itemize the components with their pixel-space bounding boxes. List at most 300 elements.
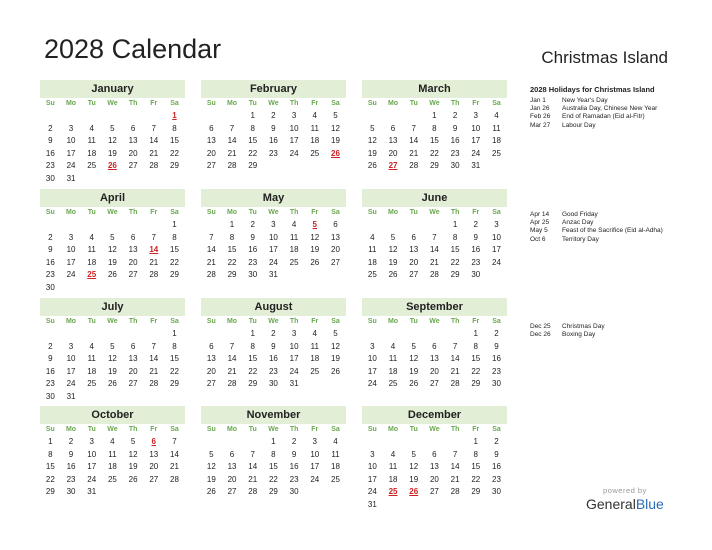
day-cell: 22	[227, 257, 237, 267]
holiday-day-cell: 1	[172, 111, 177, 120]
day-cell: 17	[268, 245, 278, 254]
empty-cell	[445, 436, 466, 449]
day-cell: 4	[390, 449, 396, 459]
holiday-date: Feb 26	[530, 113, 551, 121]
weekday-label: Su	[367, 209, 377, 216]
day-cell: 22	[429, 148, 439, 158]
day-cell: 14	[450, 354, 460, 363]
holiday-row	[530, 323, 605, 331]
day-cell: 23	[248, 257, 258, 267]
day-cell: 23	[492, 366, 501, 376]
day-cell: 8	[172, 232, 177, 242]
day-cell: 16	[45, 366, 55, 376]
day-cell: 6	[130, 232, 136, 242]
day-cell: 5	[333, 111, 338, 120]
day-cell: 6	[333, 220, 338, 229]
page-title: 2028 Calendar	[44, 34, 222, 64]
holiday-group-q2	[530, 211, 663, 244]
weekday-label: Tu	[87, 318, 96, 325]
weekday-label: Mo	[65, 426, 77, 433]
weekday-label: Mo	[65, 318, 77, 325]
weekday-label: Su	[206, 426, 216, 433]
day-cell: 26	[409, 379, 419, 388]
day-cell: 7	[452, 449, 458, 459]
day-cell: 23	[492, 474, 501, 484]
day-cell: 7	[411, 123, 416, 133]
weekday-label: Mo	[65, 100, 77, 107]
day-cell: 3	[68, 341, 74, 351]
empty-cell	[362, 436, 383, 449]
day-cell: 8	[452, 232, 458, 242]
holiday-date: Apr 14	[530, 211, 550, 218]
day-cell: 12	[107, 354, 117, 363]
day-cell: 14	[450, 462, 460, 471]
month-header: January	[40, 80, 185, 98]
day-cell: 1	[452, 220, 458, 229]
day-cell: 18	[87, 257, 97, 267]
weekday-label: We	[107, 100, 118, 107]
day-cell: 21	[149, 257, 159, 267]
day-cell: 15	[268, 462, 278, 471]
day-cell: 14	[149, 136, 159, 145]
month-june	[362, 189, 507, 282]
month-march	[362, 80, 507, 173]
day-cell: 22	[268, 474, 278, 484]
day-cell: 18	[388, 366, 398, 376]
day-cell: 13	[331, 232, 340, 242]
day-cell: 26	[331, 366, 340, 376]
weekday-label: We	[268, 209, 279, 216]
weekday-label: Su	[206, 100, 216, 107]
day-cell: 1	[172, 329, 177, 338]
holiday-name: Feast of the Sacrifice (Eid al-Adha)	[562, 227, 663, 235]
day-cell: 30	[289, 487, 299, 496]
weekday-label: Mo	[226, 426, 238, 433]
weekday-label: We	[429, 100, 440, 107]
day-cell: 26	[367, 161, 377, 170]
day-cell: 29	[248, 161, 258, 170]
holiday-name: Boxing Day	[562, 331, 596, 339]
month-may	[201, 189, 346, 282]
day-cell: 5	[411, 449, 416, 459]
day-cell: 28	[450, 379, 460, 388]
empty-cell	[123, 219, 144, 232]
day-cell: 29	[45, 487, 55, 496]
month-header: July	[40, 298, 185, 316]
holiday-list	[530, 85, 657, 130]
holiday-date: Jan 26	[530, 105, 550, 113]
day-cell: 5	[370, 123, 375, 133]
weekday-label: Fr	[311, 426, 319, 433]
day-cell: 24	[66, 270, 76, 279]
weekday-label: We	[268, 318, 279, 325]
holiday-row	[530, 97, 657, 105]
day-cell: 20	[128, 257, 138, 267]
day-cell: 27	[227, 487, 237, 496]
empty-cell	[424, 219, 445, 232]
empty-cell	[123, 328, 144, 341]
day-cell: 23	[289, 474, 299, 484]
empty-cell	[81, 328, 102, 341]
day-cell: 28	[248, 487, 258, 496]
day-cell: 30	[45, 391, 55, 401]
day-cell: 8	[172, 123, 177, 133]
day-cell: 28	[149, 270, 159, 279]
weekday-label: Su	[206, 318, 216, 325]
weekday-label: Tu	[409, 318, 418, 325]
month-grid	[201, 316, 346, 391]
weekday-label: Fr	[150, 209, 158, 216]
month-header: March	[362, 80, 507, 98]
day-cell: 14	[227, 354, 237, 363]
day-cell: 21	[206, 257, 216, 267]
day-cell: 9	[250, 232, 255, 242]
day-cell: 27	[206, 379, 216, 388]
weekday-label: Mo	[387, 100, 399, 107]
weekday-label: Su	[367, 100, 377, 107]
weekday-label: Mo	[387, 209, 399, 216]
day-cell: 1	[473, 329, 478, 338]
empty-cell	[201, 328, 222, 341]
day-cell: 8	[48, 449, 53, 459]
day-cell: 25	[367, 270, 377, 279]
empty-cell	[201, 436, 222, 449]
day-cell: 20	[149, 462, 159, 471]
day-cell: 20	[206, 366, 216, 376]
day-cell: 15	[429, 136, 439, 145]
empty-cell	[403, 328, 424, 341]
day-cell: 3	[312, 437, 317, 446]
holiday-name: Good Friday	[562, 211, 598, 218]
day-cell: 11	[289, 232, 299, 242]
day-cell: 1	[250, 111, 255, 120]
day-cell: 29	[170, 161, 179, 170]
month-september	[362, 298, 507, 391]
month-august	[201, 298, 346, 391]
day-cell: 11	[368, 245, 377, 254]
day-cell: 18	[87, 148, 97, 158]
weekday-label: Tu	[409, 426, 418, 433]
day-cell: 27	[128, 270, 138, 279]
weekday-label: Sa	[331, 426, 340, 433]
weekday-label: Mo	[226, 318, 238, 325]
weekday-label: Sa	[492, 209, 501, 216]
empty-cell	[403, 436, 424, 449]
day-cell: 25	[492, 148, 501, 158]
empty-cell	[424, 436, 445, 449]
day-cell: 24	[310, 474, 320, 484]
day-cell: 21	[227, 366, 237, 376]
day-cell: 19	[107, 148, 117, 158]
day-cell: 28	[227, 161, 237, 170]
holiday-date: Apr 25	[530, 219, 550, 227]
day-cell: 23	[45, 379, 55, 388]
holiday-day-cell: 26	[107, 161, 117, 170]
day-cell: 22	[248, 148, 258, 158]
holiday-name: Christmas Day	[562, 323, 605, 330]
day-cell: 5	[130, 437, 136, 446]
weekday-label: We	[107, 209, 118, 216]
day-cell: 11	[331, 449, 340, 459]
holiday-day-cell: 25	[87, 270, 97, 279]
day-cell: 17	[492, 245, 501, 254]
day-cell: 1	[473, 437, 478, 446]
day-cell: 7	[151, 341, 156, 351]
day-cell: 6	[390, 123, 396, 133]
day-cell: 19	[128, 462, 138, 471]
day-cell: 14	[149, 354, 159, 363]
day-cell: 20	[429, 366, 439, 376]
day-cell: 6	[209, 123, 214, 133]
day-cell: 16	[289, 462, 299, 471]
day-cell: 22	[45, 474, 55, 484]
day-cell: 19	[107, 366, 117, 376]
day-cell: 19	[206, 474, 216, 484]
day-cell: 6	[130, 341, 136, 351]
day-cell: 29	[248, 379, 258, 388]
day-cell: 20	[128, 148, 138, 158]
day-cell: 15	[248, 354, 258, 363]
weekday-label: We	[429, 209, 440, 216]
day-cell: 25	[289, 257, 299, 267]
day-cell: 16	[248, 245, 258, 254]
day-cell: 24	[289, 366, 299, 376]
month-february	[201, 80, 346, 173]
day-cell: 2	[452, 111, 458, 120]
weekday-label: We	[268, 100, 279, 107]
day-cell: 3	[473, 111, 478, 120]
weekday-label: Sa	[170, 100, 179, 107]
day-cell: 11	[492, 123, 501, 133]
day-cell: 14	[206, 245, 216, 254]
month-january	[40, 80, 185, 185]
weekday-label: Th	[289, 426, 299, 433]
day-cell: 12	[331, 341, 340, 351]
day-cell: 11	[310, 341, 319, 351]
day-cell: 21	[149, 148, 159, 158]
day-cell: 2	[291, 437, 297, 446]
holiday-day-cell: 6	[151, 437, 156, 446]
day-cell: 3	[494, 220, 499, 229]
weekday-label: Su	[45, 318, 55, 325]
day-cell: 7	[452, 341, 458, 351]
weekday-label: Fr	[150, 100, 158, 107]
day-cell: 5	[110, 341, 115, 351]
weekday-label: Su	[45, 426, 55, 433]
day-cell: 4	[370, 232, 375, 242]
month-header: October	[40, 406, 185, 424]
day-cell: 15	[248, 136, 258, 145]
day-cell: 31	[367, 499, 377, 509]
holiday-day-cell: 25	[388, 487, 398, 496]
day-cell: 21	[227, 148, 237, 158]
day-cell: 12	[128, 449, 138, 459]
day-cell: 16	[471, 245, 481, 254]
day-cell: 19	[388, 257, 398, 267]
day-cell: 23	[66, 474, 76, 484]
weekday-label: Fr	[472, 209, 480, 216]
holiday-day-cell: 14	[149, 245, 159, 254]
holiday-day-cell: 27	[388, 161, 398, 170]
day-cell: 14	[409, 136, 419, 145]
empty-cell	[383, 110, 404, 123]
day-cell: 17	[310, 462, 320, 471]
day-cell: 31	[87, 487, 97, 496]
day-cell: 16	[492, 462, 501, 471]
month-grid	[40, 316, 185, 403]
day-cell: 26	[310, 257, 320, 267]
day-cell: 8	[473, 449, 478, 459]
holiday-name: New Year's Day	[562, 97, 608, 104]
day-cell: 11	[388, 354, 398, 363]
day-cell: 29	[450, 270, 460, 279]
month-header: September	[362, 298, 507, 316]
day-cell: 15	[170, 136, 179, 145]
day-cell: 21	[450, 474, 460, 484]
day-cell: 31	[289, 379, 299, 388]
weekday-label: Tu	[409, 100, 418, 107]
brand-name-blue: Blue	[635, 496, 664, 512]
holiday-group-q4	[530, 323, 605, 339]
day-cell: 3	[370, 449, 375, 459]
day-cell: 7	[229, 341, 235, 351]
day-cell: 11	[87, 136, 96, 145]
day-cell: 5	[390, 232, 396, 242]
empty-cell	[362, 328, 383, 341]
day-cell: 14	[429, 245, 439, 254]
day-cell: 8	[229, 232, 235, 242]
holiday-date: Dec 26	[530, 331, 551, 339]
day-cell: 13	[206, 354, 216, 363]
day-cell: 25	[87, 161, 97, 170]
day-cell: 23	[45, 270, 55, 279]
day-cell: 10	[66, 354, 76, 363]
day-cell: 26	[128, 474, 138, 484]
day-cell: 17	[66, 366, 76, 376]
day-cell: 3	[68, 123, 74, 133]
day-cell: 9	[494, 341, 499, 351]
day-cell: 25	[388, 379, 398, 388]
day-cell: 26	[107, 270, 117, 279]
weekday-label: Th	[289, 209, 299, 216]
month-october	[40, 406, 185, 499]
empty-cell	[102, 110, 123, 123]
weekday-label: Mo	[226, 100, 238, 107]
weekday-label: We	[107, 426, 118, 433]
day-cell: 16	[268, 354, 278, 363]
empty-cell	[201, 219, 222, 232]
empty-cell	[40, 219, 61, 232]
day-cell: 11	[87, 245, 96, 254]
day-cell: 16	[45, 148, 55, 158]
day-cell: 24	[66, 161, 76, 170]
weekday-label: Th	[289, 100, 299, 107]
day-cell: 25	[310, 148, 320, 158]
day-cell: 17	[66, 257, 76, 267]
day-cell: 9	[271, 341, 276, 351]
day-cell: 3	[271, 220, 276, 229]
weekday-label: Sa	[170, 318, 179, 325]
day-cell: 2	[271, 329, 276, 338]
day-cell: 29	[471, 487, 481, 496]
day-cell: 2	[271, 111, 276, 120]
day-cell: 2	[473, 220, 478, 229]
day-cell: 12	[331, 123, 340, 133]
day-cell: 4	[333, 437, 338, 446]
day-cell: 29	[170, 379, 179, 388]
day-cell: 8	[172, 341, 177, 351]
day-cell: 29	[170, 270, 179, 279]
day-cell: 21	[409, 148, 419, 158]
day-cell: 22	[170, 366, 179, 376]
day-cell: 28	[149, 161, 159, 170]
day-cell: 28	[409, 161, 419, 170]
weekday-label: Mo	[387, 426, 399, 433]
day-cell: 17	[471, 136, 481, 145]
weekday-label: Sa	[492, 426, 501, 433]
day-cell: 10	[87, 449, 97, 459]
day-cell: 4	[89, 232, 94, 242]
day-cell: 20	[206, 148, 216, 158]
day-cell: 6	[229, 449, 235, 459]
weekday-label: We	[429, 318, 440, 325]
day-cell: 26	[388, 270, 398, 279]
day-cell: 19	[331, 136, 340, 145]
holiday-row	[530, 227, 663, 235]
empty-cell	[383, 328, 404, 341]
day-cell: 9	[68, 449, 74, 459]
day-cell: 27	[331, 257, 340, 267]
day-cell: 15	[471, 462, 481, 471]
day-cell: 30	[492, 487, 501, 496]
month-header: April	[40, 189, 185, 207]
day-cell: 30	[492, 379, 501, 388]
weekday-label: Th	[450, 100, 460, 107]
brand-name	[586, 496, 664, 512]
empty-cell	[403, 219, 424, 232]
empty-cell	[102, 219, 123, 232]
day-cell: 6	[411, 232, 416, 242]
day-cell: 28	[170, 474, 179, 484]
holiday-row	[530, 236, 663, 244]
day-cell: 19	[310, 245, 320, 254]
month-grid	[362, 424, 507, 511]
day-cell: 12	[107, 245, 117, 254]
day-cell: 8	[250, 341, 255, 351]
day-cell: 10	[289, 123, 299, 133]
day-cell: 9	[48, 245, 53, 254]
brand-logo	[586, 486, 664, 512]
day-cell: 15	[227, 245, 237, 254]
day-cell: 30	[248, 270, 258, 279]
day-cell: 27	[128, 161, 138, 170]
weekday-label: Sa	[492, 318, 501, 325]
day-cell: 2	[68, 437, 74, 446]
weekday-label: Sa	[492, 100, 501, 107]
day-cell: 7	[151, 123, 156, 133]
day-cell: 15	[450, 245, 460, 254]
day-cell: 22	[170, 257, 179, 267]
weekday-label: Th	[450, 318, 460, 325]
empty-cell	[222, 436, 243, 449]
holiday-row	[530, 105, 657, 113]
holiday-name: Labour Day	[562, 121, 596, 129]
weekday-label: Tu	[248, 426, 257, 433]
month-december	[362, 406, 507, 511]
day-cell: 8	[432, 123, 437, 133]
day-cell: 22	[471, 366, 481, 376]
day-cell: 10	[66, 136, 76, 145]
